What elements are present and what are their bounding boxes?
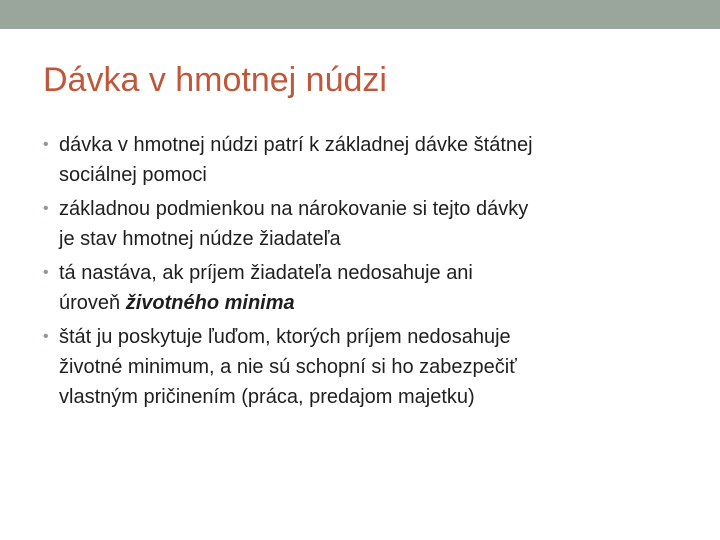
bullet-item <box>43 258 703 318</box>
bullet-text-line: tá nastáva, ak príjem žiadateľa nedosahuje ani <box>59 262 473 284</box>
bullet-item <box>43 322 703 412</box>
bullet-text-line: životné minimum, a nie sú schopní si ho zabezpečiť <box>59 356 517 378</box>
emphasized-term: životného minima <box>125 292 295 314</box>
bullet-text-line: štát ju poskytuje ľuďom, ktorých príjem nedosahuje <box>59 326 511 348</box>
bullet-item <box>43 130 703 190</box>
bullet-dot-icon: • <box>43 136 49 153</box>
top-accent-bar <box>0 0 720 29</box>
bullet-dot-icon: • <box>43 200 49 217</box>
bullet-dot-icon: • <box>43 264 49 281</box>
slide-title: Dávka v hmotnej núdzi <box>43 61 387 99</box>
bullet-text-line: vlastným pričinením (práca, predajom majetku) <box>59 386 475 408</box>
bullet-list <box>43 130 703 416</box>
bullet-dot-icon: • <box>43 328 49 345</box>
bullet-text-line: dávka v hmotnej núdzi patrí k základnej dávke štátnej <box>59 134 533 156</box>
bullet-text-prefix: úroveň <box>59 292 126 314</box>
bullet-text-line: sociálnej pomoci <box>59 164 207 186</box>
bullet-text-line: je stav hmotnej núdze žiadateľa <box>59 228 341 250</box>
bullet-text-line: základnou podmienkou na nárokovanie si tejto dávky <box>59 198 529 220</box>
bullet-text-line <box>59 288 703 318</box>
bullet-item <box>43 194 703 254</box>
